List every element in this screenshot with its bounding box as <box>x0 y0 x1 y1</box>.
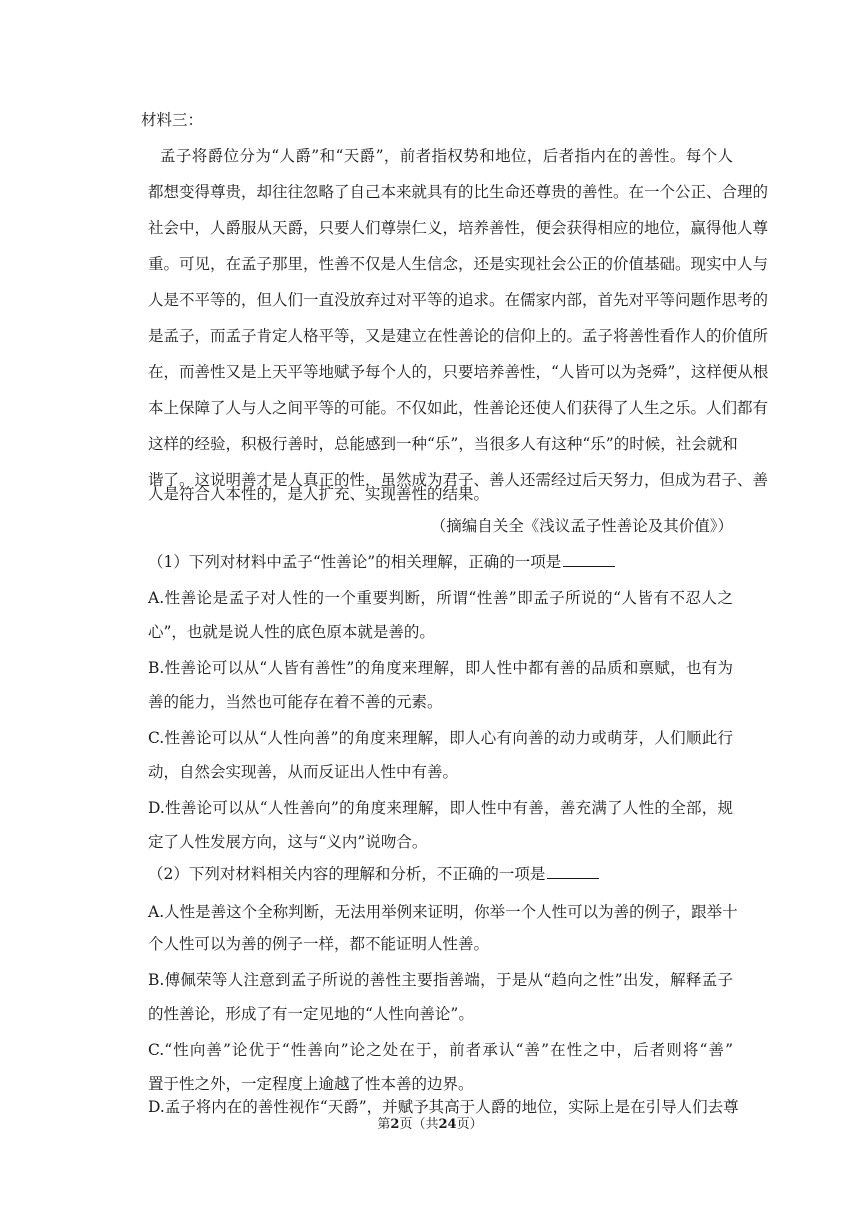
footer-prefix: 第 <box>377 1117 391 1132</box>
q2-option-b-line2: 的性善论，形成了有一定见地的“人性向善论”。 <box>148 1005 474 1023</box>
q2-option-a-line2: 个人性可以为善的例子一样，都不能证明人性善。 <box>148 935 490 953</box>
question-1-text: （1）下列对材料中孟子“性善论”的相关理解，正确的一项是 <box>148 553 562 571</box>
material-label: 材料三： <box>141 111 204 129</box>
material-line: 人是符合人本性的，是人扩充、实现善性的结果。 <box>148 485 490 503</box>
material-line: 人是不平等的，但人们一直没放弃过对平等的追求。在儒家内部，首先对平等问题作思考的 <box>148 291 769 309</box>
material-line: 孟子将爵位分为“人爵”和“天爵”，前者指权势和地位，后者指内在的善性。每个人 <box>160 147 733 165</box>
q1-option-b-line1: B.性善论可以从“人皆有善性”的角度来理解，即人性中都有善的品质和禀赋，也有为 <box>148 659 733 677</box>
question-2-stem <box>148 864 733 884</box>
material-line: 本上保障了人与人之间平等的可能。不仅如此，性善论还使人们获得了人生之乐。人们都有 <box>148 399 769 417</box>
material-line: 重。可见，在孟子那里，性善不仅是人生信念，还是实现社会公正的价值基础。现实中人与 <box>148 255 769 273</box>
answer-blank[interactable] <box>563 552 615 567</box>
question-1-stem <box>148 552 733 572</box>
q1-option-a-line2: 心”，也就是说人性的底色原本就是善的。 <box>148 623 435 641</box>
material-line: 都想变得尊贵，却往往忽略了自己本来就具有的比生命还尊贵的善性。在一个公正、合理的 <box>148 183 769 201</box>
q2-option-c-line1: C.“性向善”论优于“性善向”论之处在于，前者承认“善”在性之中，后者则将“善” <box>148 1041 733 1059</box>
footer-mid: 页（共 <box>399 1117 439 1132</box>
footer-page-number: 2 <box>390 1117 400 1132</box>
q1-option-b-line2: 善的能力，当然也可能存在着不善的元素。 <box>148 693 443 711</box>
q2-option-a-line1: A.人性是善这个全称判断，无法用举例来证明，你举一个人性可以为善的例子，跟举十 <box>148 903 738 921</box>
material-line: 是孟子，而孟子肯定人格平等，又是建立在性善论的信仰上的。孟子将善性看作人的价值所 <box>148 327 769 345</box>
answer-blank[interactable] <box>547 864 599 879</box>
footer-suffix: 页） <box>456 1117 483 1132</box>
q2-option-c-line2: 置于性之外，一定程度上逾越了性本善的边界。 <box>148 1075 474 1093</box>
source-citation: （摘编自关全《浅议孟子性善论及其价值》） <box>430 517 733 535</box>
material-line: 谐了。这说明善才是人真正的性，虽然成为君子、善人还需经过后天努力，但成为君子、善 <box>148 471 769 489</box>
question-2-text: （2）下列对材料相关内容的理解和分析，不正确的一项是 <box>148 865 546 883</box>
material-line: 这样的经验，积极行善时，总能感到一种“乐”，当很多人有这种“乐”的时候，社会就和 <box>148 435 738 453</box>
q1-option-c-line2: 动，自然会实现善，从而反证出人性中有善。 <box>148 763 459 781</box>
page-footer <box>0 1117 860 1133</box>
q1-option-c-line1: C.性善论可以从“人性向善”的角度来理解，即人心有向善的动力或萌芽，人们顺此行 <box>148 729 733 747</box>
q1-option-a-line1: A.性善论是孟子对人性的一个重要判断，所谓“性善”即孟子所说的“人皆有不忍人之 <box>148 589 733 607</box>
material-line: 社会中，人爵服从天爵，只要人们尊崇仁义，培养善性，便会获得相应的地位，赢得他人尊 <box>148 219 769 237</box>
material-line: 在，而善性又是上天平等地赋予每个人的，只要培养善性，“人皆可以为尧舜”，这样便从根 <box>148 363 769 381</box>
q2-option-b-line1: B.傅佩荣等人注意到孟子所说的善性主要指善端，于是从“趋向之性”出发，解释孟子 <box>148 971 733 989</box>
q2-option-d-line1: D.孟子将内在的善性视作“天爵”，并赋予其高于人爵的地位，实际上是在引导人们去尊 <box>148 1098 739 1116</box>
q1-option-d-line1: D.性善论可以从“人性善向”的角度来理解，即人性中有善，善充满了人性的全部，规 <box>148 799 733 817</box>
q1-option-d-line2: 定了人性发展方向，这与“义内”说吻合。 <box>148 833 428 851</box>
footer-total-pages: 24 <box>438 1117 457 1132</box>
